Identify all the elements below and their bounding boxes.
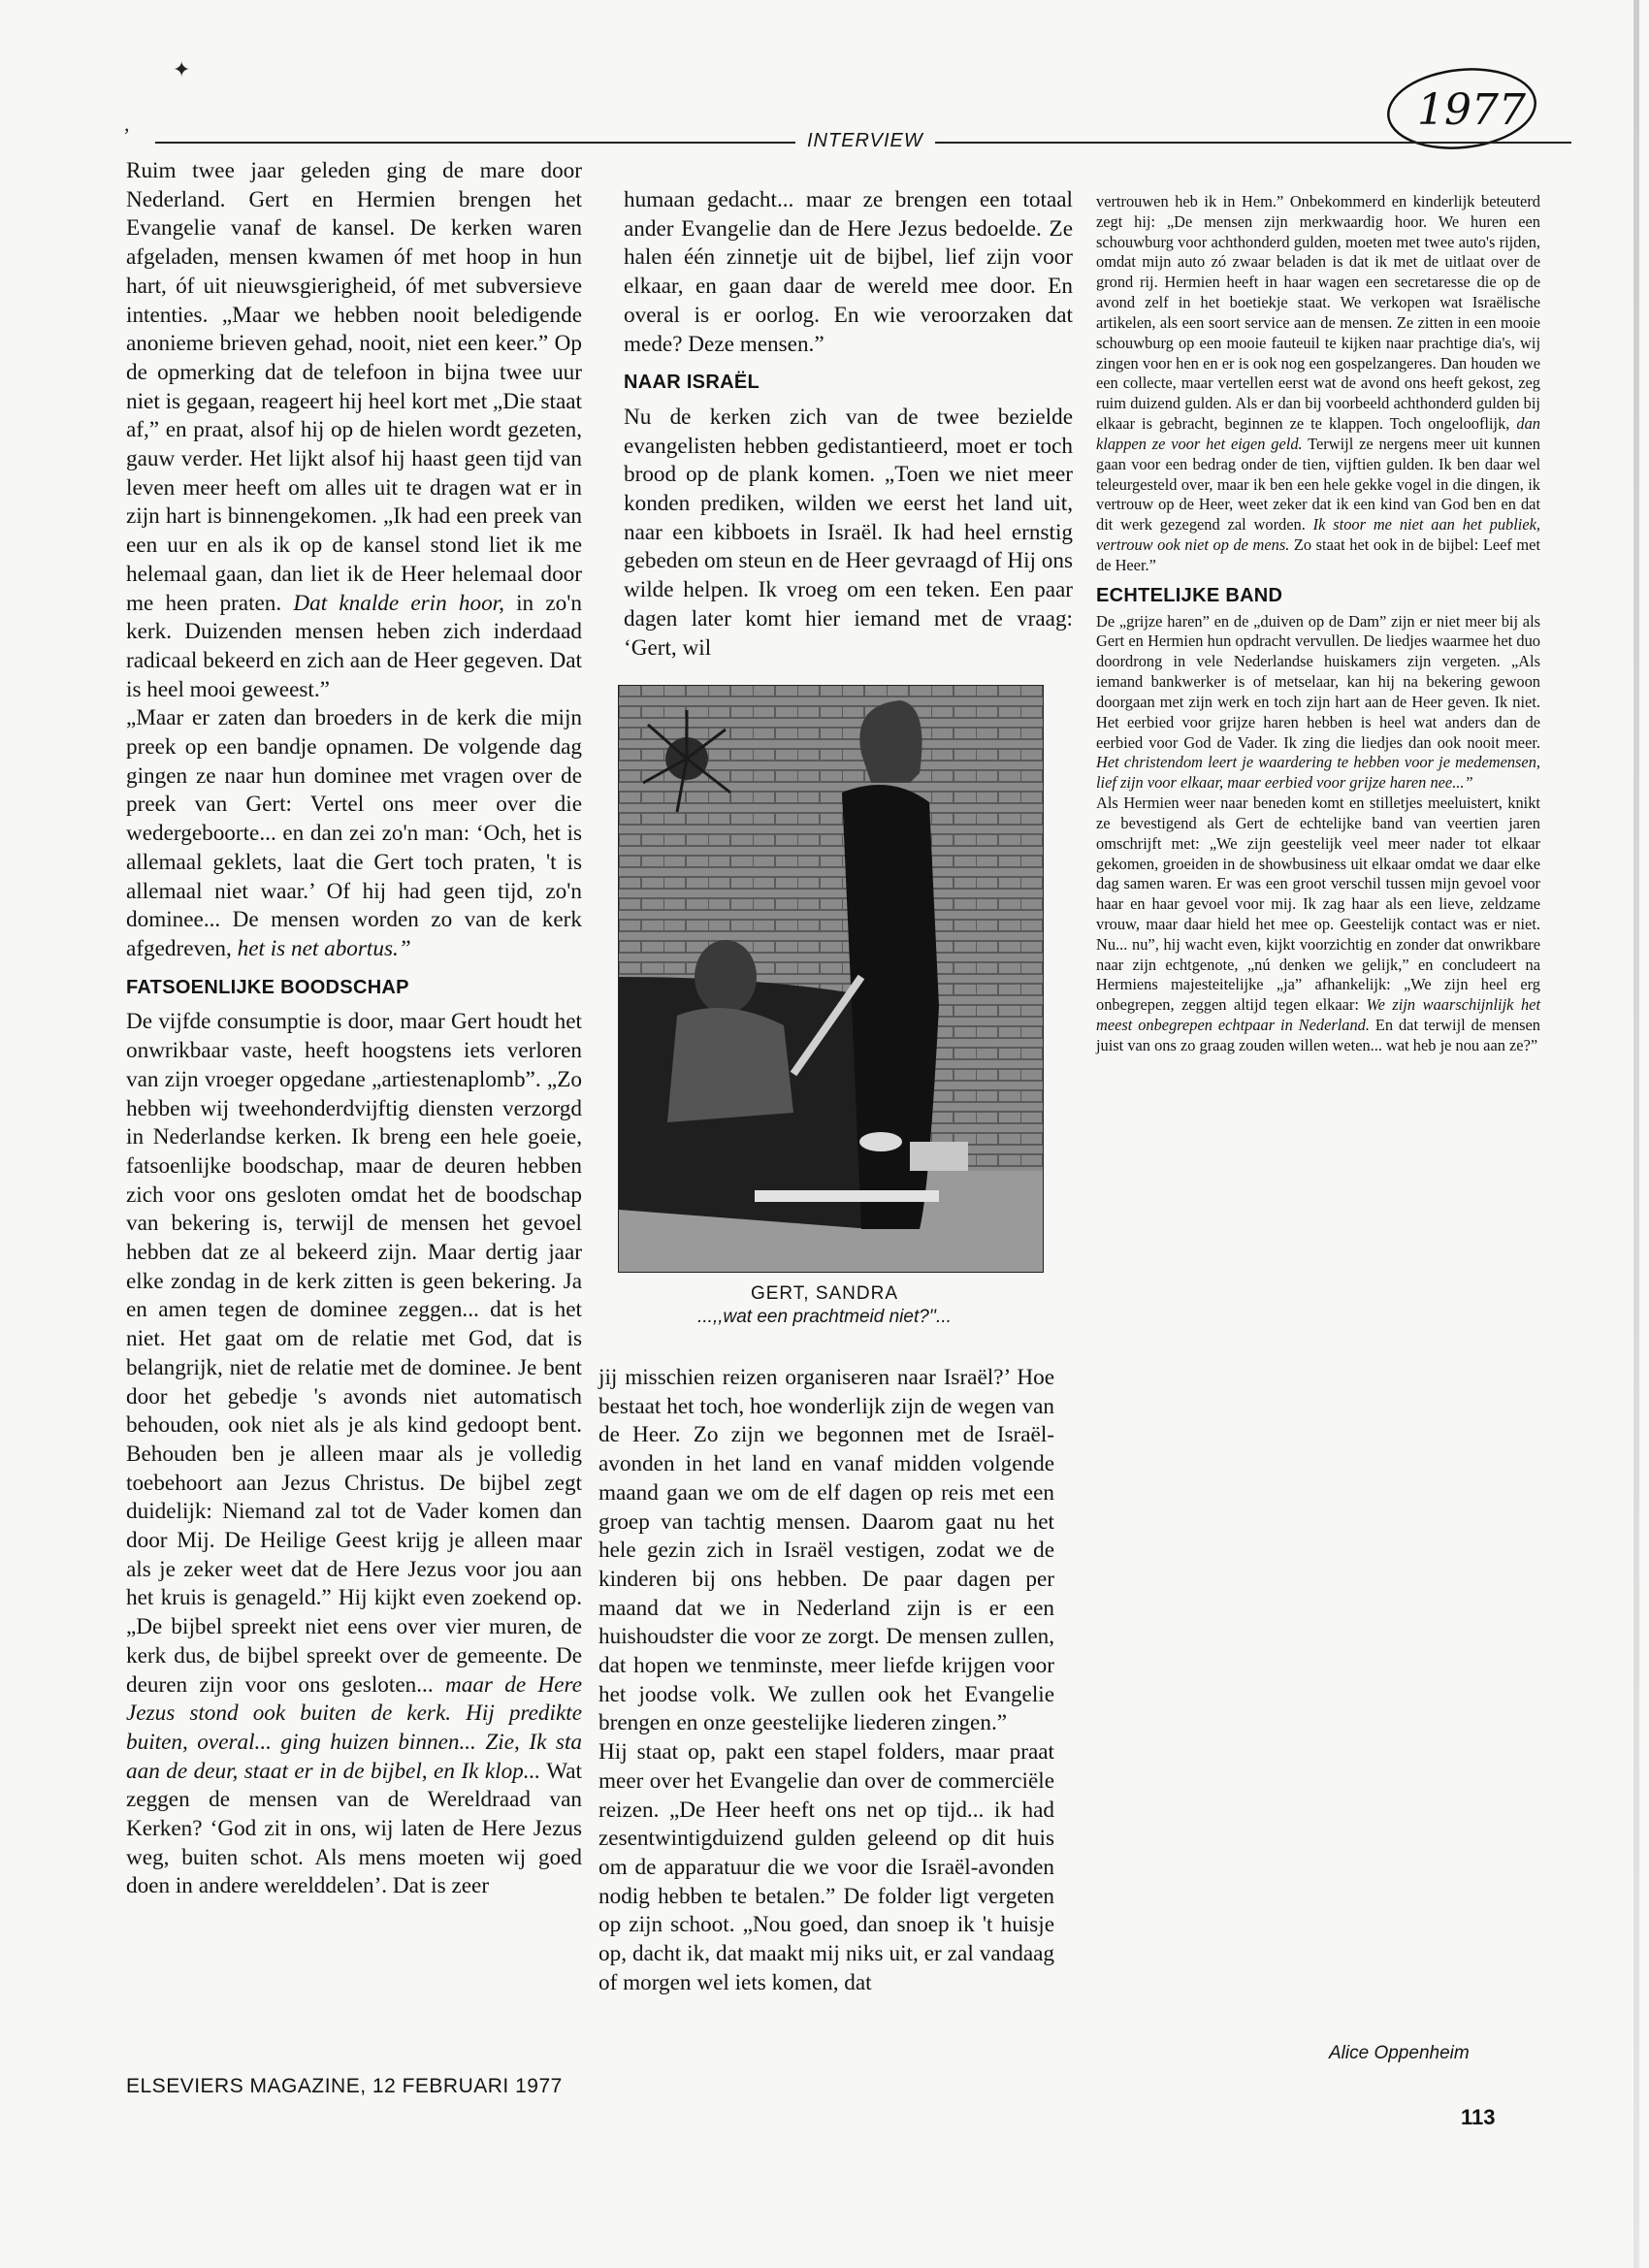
italic-run: Ik stoor me niet aan het publiek, vertrouw ook niet op de mens. <box>1096 515 1540 555</box>
column-3 <box>1096 192 1540 1056</box>
text-run: Terwijl ze nergens meer uit kunnen gaan voor een bedrag onder de tien, vijftien gulden. Ik ben daar wel teleurgesteld over, maar ik ben een hele gekke vogel in die dingen, ik vertrouw op de Heer, weet zeker dat ik een kind van God ben en dat dit werk gezegend zal worden. <box>1096 434 1540 535</box>
photo-illustration <box>619 686 1043 1272</box>
paragraph <box>1096 192 1540 576</box>
handwritten-year: 1977 <box>1417 85 1526 135</box>
text-run: in zo'n kerk. Duizenden mensen heben zich inderdaad radicaal bekeerd en zich aan de Heer gegeven. Dat is heel mooi geweest.” <box>126 590 582 702</box>
italic-run: We zijn waarschijnlijk het meest onbegrepen echtpaar in Nederland. <box>1096 995 1540 1035</box>
italic-run: Dat knalde erin hoor, <box>293 590 504 616</box>
column-1 <box>126 157 582 1901</box>
paragraph <box>126 704 582 963</box>
magazine-footer: ELSEVIERS MAGAZINE, 12 FEBRUARI 1977 <box>126 2075 563 2097</box>
paragraph <box>1096 794 1540 1056</box>
text-run: Wat zeggen de mensen van de Wereldraad van Kerken? ‘God zit in ons, wij laten de Here Jezus weg, buiten schot. Als mens moeten wij goed doen in andere werelddelen’. Dat is zeer <box>126 1758 582 1899</box>
ink-speck: ✦ <box>173 58 191 82</box>
text-run: De „grijze haren” en de „duiven op de Dam” zijn er niet meer bij als Gert en Hermien hun opdracht vervullen. De liedjes waarmee het duo doordrong in vele Nederlandse huiskamers zijn vergeten. „Als iemand bankwerker is of metselaar, kan hij na bekering gewoon doorgaan met zijn werk en toch zijn hart aan de Heer geven. Ik niet. Het eerbied voor grijze haren hebben is heel wat anders dan de eerbied voor God de Vader. Ik zing die liedjes dan ook nooit meer. <box>1096 611 1540 752</box>
paragraph <box>126 1008 582 1901</box>
caption-quote: ...,,wat een prachtmeid niet?''... <box>697 1307 952 1327</box>
subheading-echtelijke-band: ECHTELIJKE BAND <box>1096 584 1283 606</box>
scan-edge <box>1633 0 1639 2268</box>
paragraph <box>126 157 582 704</box>
text-run: Ruim twee jaar geleden ging de mare door Nederland. Gert en Hermien brengen het Evangelie vanaf de kansel. De kerken waren afgeladen, mensen kwamen óf met hoop in hun hart, óf uit nieuwsgierigheid, óf met subversieve intenties. „Maar we hebben nooit beledigende anonieme brieven gehad, nooit, niet een keer.” Op de opmerking dat de telefoon in bijna twee uur niet is gegaan, reageert hij heel kort met „Die staat af,” en praat, alsof hij op de hielen wordt gezeten, gauw verder. Het lijkt alsof hij haast geen tijd van leven meer heeft om alles uit te dragen wat er in zijn hart is binnengekomen. „Ik had een preek van een uur en als ik op de kansel stond liet ik me helemaal gaan, dan liet ik de Heer helemaal door me heen praten. <box>126 158 582 616</box>
paragraph: Nu de kerken zich van de twee bezielde evangelisten hebben gedistantieerd, moet er toch brood op de plank komen. „Toen we niet meer konden prediken, wilden we eerst het land uit, naar een kibboets in Israël. Ik had heel ernstig gebeden om steun en de Heer gevraagd of Hij ons wilde helpen. Ik vroeg om een teken. Een paar dagen later komt hier iemand met de vraag: ‘Gert, wil <box>624 404 1073 661</box>
paragraph <box>1096 612 1540 794</box>
photo-caption <box>601 1282 1048 1329</box>
author-byline: Alice Oppenheim <box>1329 2043 1470 2063</box>
text-run: En dat terwijl de mensen juist van ons zo graag zouden willen weten... wat heb je nou aan ze?” <box>1096 1016 1540 1054</box>
italic-run: maar de Here Jezus stond ook buiten de kerk. Hij predikte buiten, overal... ging huizen binnen... Zie, Ik sta aan de deur, staat er in de bijbel, en Ik klop... <box>126 1671 583 1784</box>
column-2-top <box>624 186 1073 663</box>
paragraph: jij misschien reizen organiseren naar Israël?’ Hoe bestaat het toch, hoe wonderlijk zijn de wegen van de Heer. Zo zijn we begonnen met de Israël-avonden in het land en vanaf midden volgende maand gaan we om de elf dagen op reis met een groep van tachtig mensen. Daarom gaat nu het hele gezin zich in Israël vestigen, zodat we de kinderen bij ons hebben. De paar dagen per maand dat we in Nederland zijn is er een huishoudster die voor ze zorgt. De mensen zullen, dat hopen we tenminste, meer liefde krijgen voor het joodse volk. We zullen ook het Evangelie brengen en onze geestelijke liederen zingen.” <box>598 1365 1054 1736</box>
text-run: Als Hermien weer naar beneden komt en stilletjes meeluistert, knikt ze bevestigend als Gert de echtelijke band van veertien jaren omschrijft met: „We zijn geestelijk veel meer nader tot elkaar gekomen, groeiden in de showbusiness uit elkaar omdat we daar elke dag samen waren. Er was een groot verschil tussen mijn gevoel voor haar en haar gevoel voor mij. Ik zag haar als een lieve, zeldzame vrouw, maar daar hield het mee op. Geestelijk contact was er niet. Nu... nu”, hij wacht even, kijkt voorzichtig en zonder dat onwrikbare naar zijn echtgenote, „nú denken we gelijk,” en concludeert na Hermiens majesteitelijke „ja” afhankelijk: „We zijn heel erg onbegrepen, zeggen altijd tegen elkaar: <box>1096 794 1540 1015</box>
text-run: De vijfde consumptie is door, maar Gert houdt het onwrikbaar vaste, heeft hoogstens iets verloren van zijn vroeger opgedane „artiestenaplomb”. „Zo hebben wij tweehonderdvijftig diensten verzorgd in Nederlandse kerken. Ik breng een hele goeie, fatsoenlijke boodschap, maar de deuren hebben zich voor ons gesloten omdat het de boodschap van bekering is, terwijl de mensen het gevoel hebben dat ze al bekeerd zijn. Maar dertig jaar elke zondag in de kerk zitten is geen bekering. Ja en amen tegen de dominee zeggen... dat is het niet. Het gaat om de relatie met God, dat is belangrijk, niet de relatie met de dominee. Je bent door het gebedje 's avonds niet automatisch behouden, ook niet als je als kind gedoopt bent. Behouden ben je alleen maar als je volledig toebehoort aan Jezus Christus. De bijbel zegt duidelijk: Niemand zal tot de Vader komen dan door Mij. De Heilige Geest krijg je alleen maar als je zeker weet dat de Here Jezus voor jou aan het kruis is genageld.” Hij kijkt even zoekend op. „De bijbel spreekt niet eens over vier muren, de kerk dus, de bijbel spreekt over de gemeente. De deuren zijn voor ons gesloten... <box>126 1009 582 1698</box>
photo-gert-sandra <box>618 685 1044 1273</box>
page-number: 113 <box>1461 2105 1496 2129</box>
text-run: „Maar er zaten dan broeders in de kerk die mijn preek op een bandje opnamen. De volgende dag gingen ze naar hun dominee met vragen over de preek van Gert: Vertel ons meer over die wedergeboorte... en dan zei zo'n man: ‘Och, het is allemaal geklets, laat die Gert toch praten, 't is allemaal niet waar.’ Of hij had geen tijd, zo'n dominee... De mensen worden zo van de kerk afgedreven, <box>126 705 582 961</box>
text-run: Zo staat het ook in de bijbel: Leef met de Heer.” <box>1096 535 1540 574</box>
paragraph: Hij staat op, pakt een stapel folders, maar praat meer over het Evangelie dan over de commerciële reizen. „De Heer heeft ons net op tijd... ik had zesentwintigduizend gulden geleend op dit huis om de apparatuur die we voor die Israël-avonden nodig hebben te betalen.” De folder ligt vergeten op zijn schoot. „Nou goed, dan snoep ik 't huisje op, dacht ik, dat maakt mij niks uit, er zal vandaag of morgen wel iets komen, dat <box>598 1739 1054 1995</box>
italic-run: Het christendom leert je waardering te hebben voor je medemensen, lief zijn voor elkaar, maar eerbied voor grijze haren nee...” <box>1096 753 1540 793</box>
italic-run: het is net abortus.” <box>237 935 411 961</box>
subheading-naar-israel: NAAR ISRAËL <box>624 372 760 394</box>
caption-names: GERT, SANDRA <box>750 1283 899 1304</box>
italic-run: dan klappen ze voor het eigen geld. <box>1096 414 1540 453</box>
margin-mark: , <box>124 112 130 136</box>
text-run: vertrouwen heb ik in Hem.” Onbekommerd en kinderlijk beteuterd zegt hij: „De mensen zijn merkwaardig hoor. We huren een schouwburg voor achthonderd gulden, moeten met twee auto's rijden, omdat mijn auto zó zwaar beladen is dat ik met de uitlaat over de grond rij. Hermien heeft in haar wagen een secretaresse die op de avond zelf in het boetiekje staat. We verkopen wat Israëlische artikelen, als een soort service aan de mensen. Ze zitten in een mooie schouwburg op een mooie fauteuil te kijken naar prachtige dia's, wij zingen voor hen en er is ook nog een gospelzangeres. Dan houden we een collecte, maar vertellen eerst wat de avond ons heeft gekost, zeg ruim duizend gulden. Als er dan bij voorbeeld achthonderd gulden bij elkaar is gebracht, beginnen ze te klappen. Toch ongelooflijk, <box>1096 192 1540 434</box>
paragraph: humaan gedacht... maar ze brengen een totaal ander Evangelie dan de Here Jezus bedoelde. Ze halen één zinnetje uit de bijbel, lief zijn voor elkaar, en gaan daar de wereld mee door. En overal is er oorlog. En wie veroorzaken dat mede? Deze mensen.” <box>624 187 1073 357</box>
column-2-bottom <box>598 1364 1054 1997</box>
subheading-fatsoenlijke-boodschap: FATSOENLIJKE BOODSCHAP <box>126 976 409 998</box>
section-label: INTERVIEW <box>795 130 935 152</box>
